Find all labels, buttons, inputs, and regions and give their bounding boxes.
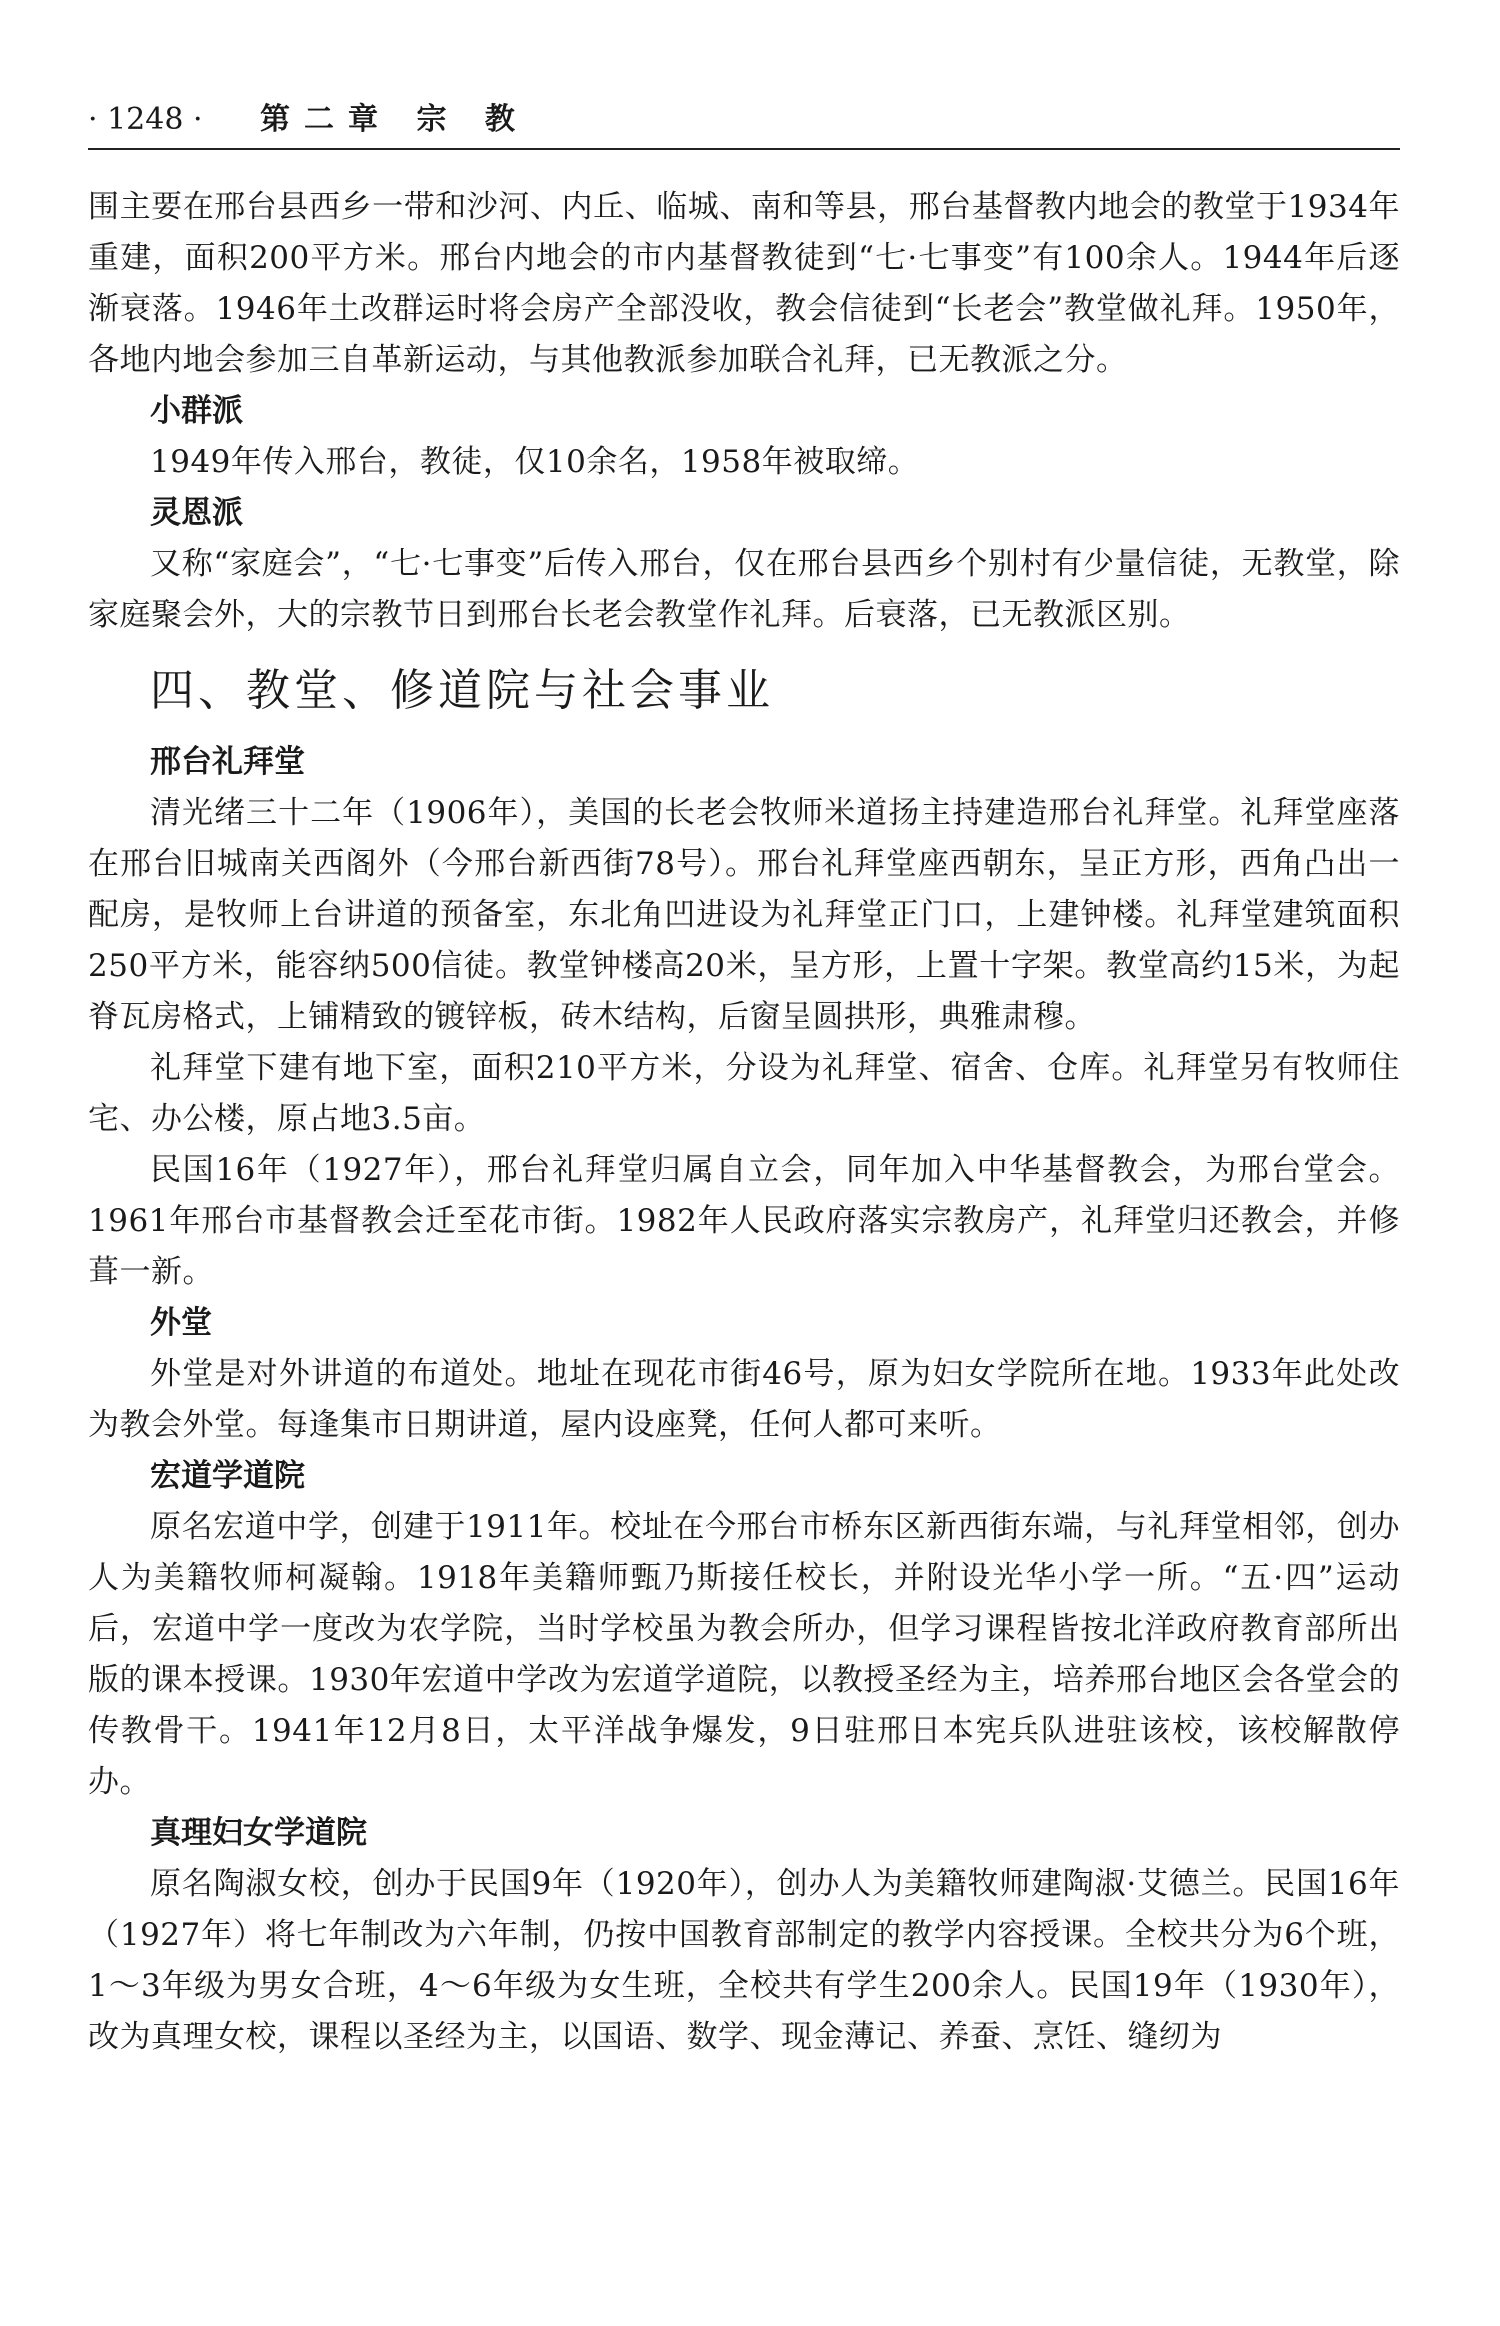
paragraph: 民国16年（1927年），邢台礼拜堂归属自立会，同年加入中华基督教会，为邢台堂会。1961年邢台市基督教会迁至花市街。1982年人民政府落实宗教房产，礼拜堂归还教会，并修葺一新。 (88, 1152, 1400, 1290)
subheading-zhenli: 真理妇女学道院 (150, 1815, 367, 1851)
subheading-xiaoqunpai: 小群派 (150, 393, 243, 429)
chapter-title: 第二章 宗 教 (260, 102, 529, 137)
running-header (88, 98, 1398, 142)
subheading-waitang: 外堂 (150, 1305, 212, 1341)
paragraph: 清光绪三十二年（1906年），美国的长老会牧师米道扬主持建造邢台礼拜堂。礼拜堂座落在邢台旧城南关西阁外（今邢台新西街78号）。邢台礼拜堂座西朝东，呈正方形，西角凸出一配房，是牧师上台讲道的预备室，东北角凹进设为礼拜堂正门口，上建钟楼。礼拜堂建筑面积250平方米，能容纳500信徒。教堂钟楼高20米，呈方形，上置十字架。教堂高约15米，为起脊瓦房格式，上铺精致的镀锌板，砖木结构，后窗呈圆拱形，典雅肃穆。 (88, 795, 1400, 1035)
document-body (88, 182, 1400, 2063)
paragraph: 礼拜堂下建有地下室，面积210平方米，分设为礼拜堂、宿舍、仓库。礼拜堂另有牧师住宅、办公楼，原占地3.5亩。 (88, 1050, 1400, 1137)
paragraph: 外堂是对外讲道的布道处。地址在现花市街46号，原为妇女学院所在地。1933年此处改为教会外堂。每逢集市日期讲道，屋内设座凳，任何人都可来听。 (88, 1356, 1400, 1443)
paragraph: 1949年传入邢台，教徒，仅10余名，1958年被取缔。 (150, 444, 920, 480)
paragraph: 原名陶淑女校，创办于民国9年（1920年），创办人为美籍牧师建陶淑·艾德兰。民国16年（1927年）将七年制改为六年制，仍按中国教育部制定的教学内容授课。全校共分为6个班，1～3年级为男女合班，4～6年级为女生班，全校共有学生200余人。民国19年（1930年），改为真理女校，课程以圣经为主，以国语、数学、现金薄记、养蚕、烹饪、缝纫为 (88, 1866, 1400, 2055)
paragraph-continuation: 围主要在邢台县西乡一带和沙河、内丘、临城、南和等县，邢台基督教内地会的教堂于1934年重建，面积200平方米。邢台内地会的市内基督教徒到“七·七事变”有100余人。1944年后逐渐衰落。1946年土改群运时将会房产全部没收，教会信徒到“长老会”教堂做礼拜。1950年，各地内地会参加三自革新运动，与其他教派参加联合礼拜，已无教派之分。 (88, 189, 1400, 378)
subheading-hongdao: 宏道学道院 (150, 1458, 305, 1494)
subheading-xingtai-church: 邢台礼拜堂 (150, 744, 305, 780)
subheading-lingenpai: 灵恩派 (150, 495, 243, 531)
section-heading: 四、教堂、修道院与社会事业 (150, 665, 774, 716)
paragraph: 原名宏道中学，创建于1911年。校址在今邢台市桥东区新西街东端，与礼拜堂相邻，创办人为美籍牧师柯凝翰。1918年美籍师甄乃斯接任校长，并附设光华小学一所。“五·四”运动后，宏道中学一度改为农学院，当时学校虽为教会所办，但学习课程皆按北洋政府教育部所出版的课本授课。1930年宏道中学改为宏道学道院，以教授圣经为主，培养邢台地区会各堂会的传教骨干。1941年12月8日，太平洋战争爆发，9日驻邢日本宪兵队进驻该校，该校解散停办。 (88, 1509, 1400, 1800)
header-divider (88, 148, 1400, 150)
page-number: · 1248 · (88, 102, 203, 137)
paragraph: 又称“家庭会”，“七·七事变”后传入邢台，仅在邢台县西乡个别村有少量信徒，无教堂，除家庭聚会外，大的宗教节日到邢台长老会教堂作礼拜。后衰落，已无教派区别。 (88, 546, 1400, 633)
